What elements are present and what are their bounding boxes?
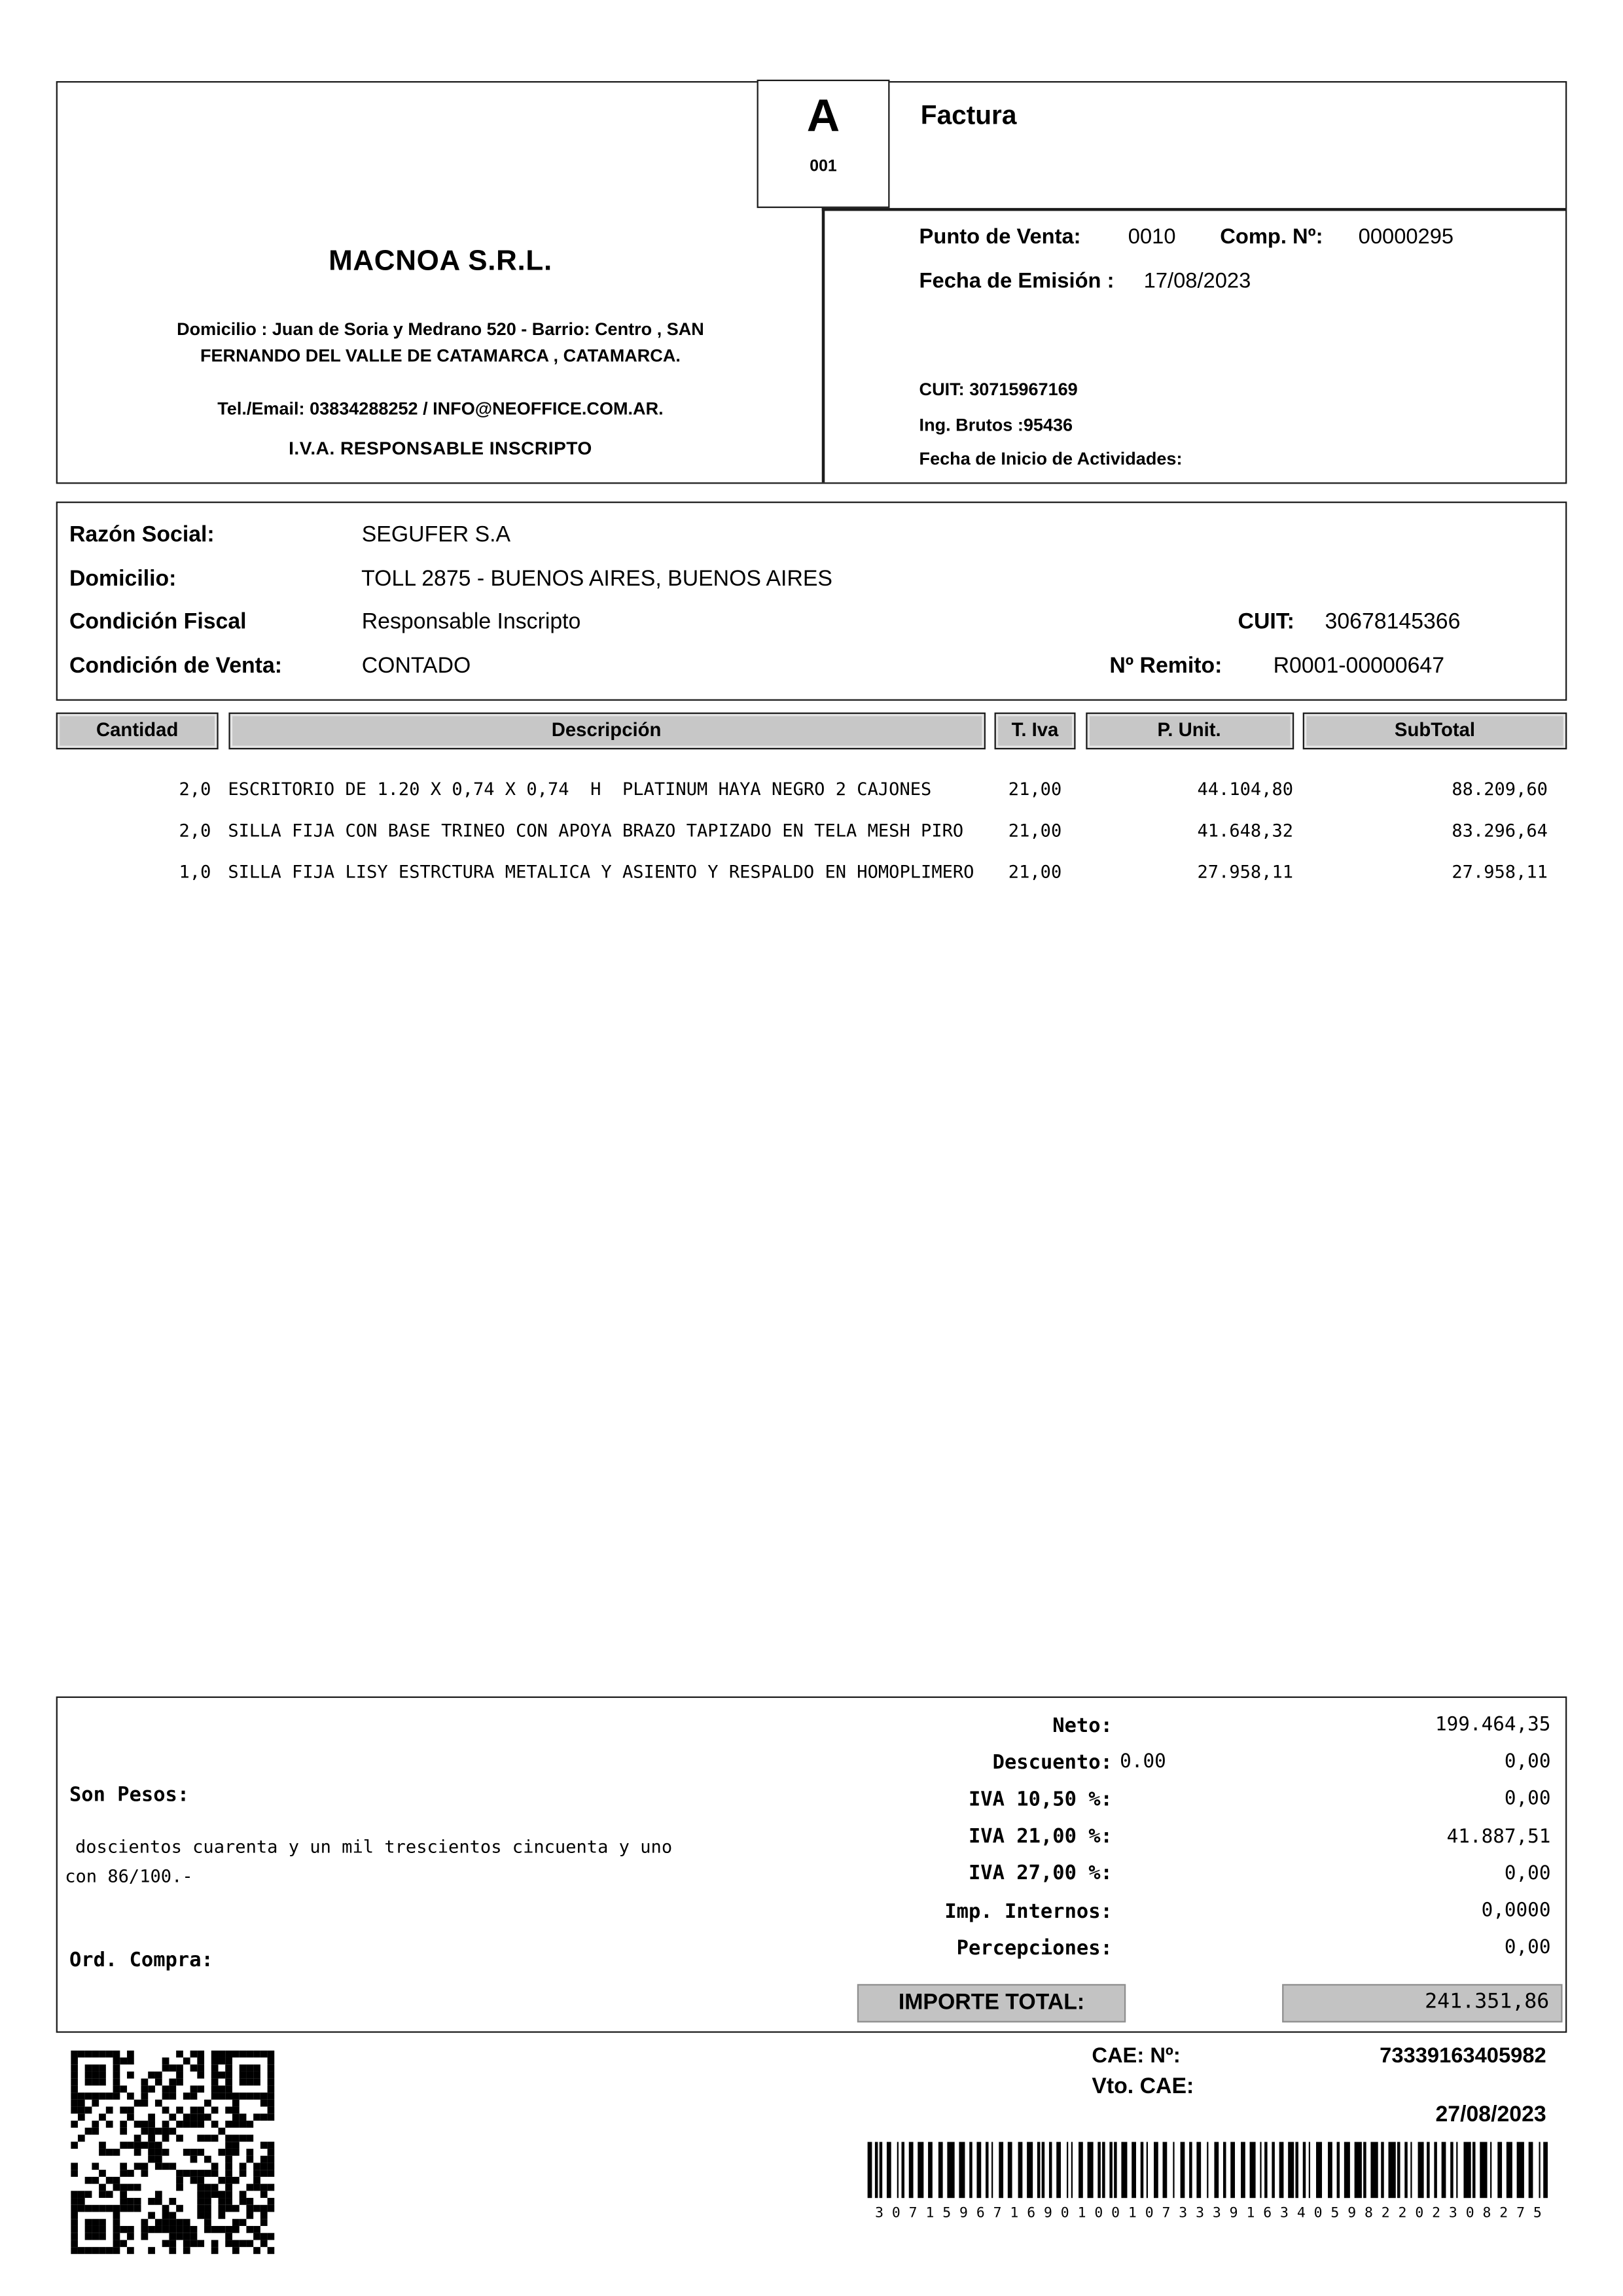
company-address	[58, 317, 823, 369]
razon-social-row	[69, 514, 1554, 557]
invoice-header	[56, 81, 1567, 484]
total-row	[795, 1818, 1554, 1856]
domicilio-row	[69, 557, 1554, 601]
items-table-body	[56, 769, 1567, 892]
item-p-unit: 41.648,32	[1197, 820, 1294, 841]
cae-block	[1092, 2045, 1546, 2127]
remito-label: Nº Remito:	[1109, 652, 1222, 678]
company-block	[58, 82, 823, 459]
item-descripcion: SILLA FIJA CON BASE TRINEO CON APOYA BRAZO TAPIZADO EN TELA MESH PIRO	[228, 820, 964, 841]
total-row	[795, 1892, 1554, 1930]
qr-code-icon	[71, 2051, 274, 2254]
cae-value: 73339163405982	[1380, 2044, 1546, 2068]
total-row-value: 0,00	[1504, 1937, 1551, 1960]
total-row-label: IVA 27,00 %:	[968, 1862, 1113, 1886]
condicion-venta-row	[69, 644, 1554, 688]
header-t-iva: T. Iva	[995, 713, 1076, 749]
header-descripcion: Descripción	[228, 713, 985, 749]
company-name: MACNOA S.R.L.	[329, 245, 552, 277]
condicion-fiscal-value: Responsable Inscripto	[361, 609, 581, 635]
header-horizontal-divider	[822, 208, 1565, 211]
total-row-value: 199.464,35	[1435, 1714, 1551, 1737]
fecha-emision-label: Fecha de Emisión :	[919, 270, 1115, 294]
total-row-label: Neto:	[1052, 1713, 1113, 1737]
emission-block	[825, 211, 1565, 482]
item-row	[56, 851, 1567, 892]
comp-nro-value: 00000295	[1358, 225, 1454, 250]
total-row-label: IVA 21,00 %:	[968, 1825, 1113, 1849]
item-p-unit: 27.958,11	[1197, 861, 1294, 883]
inicio-actividades-label: Fecha de Inicio de Actividades:	[919, 448, 1183, 469]
punto-venta-row	[825, 226, 1565, 255]
total-row-label: IVA 10,50 %:	[968, 1788, 1113, 1812]
domicilio-label: Domicilio:	[69, 565, 177, 591]
item-row	[56, 769, 1567, 810]
item-row	[56, 810, 1567, 851]
punto-venta-label: Punto de Venta:	[919, 225, 1081, 250]
totals-box	[56, 1697, 1567, 2033]
cae-label: CAE: Nº:	[1092, 2044, 1181, 2068]
invoice-type-code: 001	[810, 158, 837, 177]
amount-in-words-line1: doscientos cuarenta y un mil trescientos cincuenta y uno	[75, 1836, 673, 1858]
ord-compra-label: Ord. Compra:	[69, 1949, 213, 1973]
header-cantidad: Cantidad	[56, 713, 219, 749]
condicion-venta-value: CONTADO	[361, 652, 471, 678]
company-address-line1: Domicilio : Juan de Soria y Medrano 520 - Barrio: Centro , SAN	[177, 318, 704, 340]
total-row-value: 41.887,51	[1446, 1826, 1551, 1848]
vto-cae-value: 27/08/2023	[1435, 2102, 1546, 2127]
comp-nro-label: Comp. Nº:	[1220, 225, 1323, 250]
total-row	[795, 1706, 1554, 1744]
cae-row	[1092, 2045, 1546, 2068]
company-address-line2: FERNANDO DEL VALLE DE CATAMARCA , CATAMARCA.	[200, 344, 681, 365]
importe-total-value: 241.351,86	[1282, 1984, 1562, 2022]
total-row	[795, 1744, 1554, 1781]
total-row-value: 0,00	[1504, 1863, 1551, 1885]
barcode-digits: 3 0 7 1 5 9 6 7 1 6 9 0 1 0 0 1 0 7 3 3 3 9 1 6 3 4 0 5 9 8 2 2 0 2 3 0 8 2 7 5	[875, 2205, 1542, 2222]
company-tax-block	[919, 373, 1183, 477]
company-cuit: CUIT: 30715967169	[919, 379, 1078, 400]
item-t-iva: 21,00	[1008, 779, 1062, 800]
punto-venta-value: 0010	[1128, 225, 1176, 250]
razon-social-value: SEGUFER S.A	[361, 522, 511, 548]
vto-cae-label: Vto. CAE:	[1092, 2074, 1194, 2100]
fecha-emision-row	[825, 270, 1565, 300]
total-row-label: Percepciones:	[956, 1936, 1113, 1960]
company-contact: Tel./Email: 03834288252 / INFO@NEOFFICE.COM.AR.	[217, 398, 664, 419]
total-row-label: Descuento:	[992, 1750, 1113, 1775]
company-iva-condition: I.V.A. RESPONSABLE INSCRIPTO	[289, 438, 592, 459]
item-subtotal: 83.296,64	[1452, 820, 1548, 841]
remito-value: R0001-00000647	[1273, 652, 1445, 678]
item-descripcion: ESCRITORIO DE 1.20 X 0,74 X 0,74 H PLATINUM HAYA NEGRO 2 CAJONES	[228, 779, 932, 800]
client-cuit-label: CUIT:	[1238, 609, 1294, 635]
item-subtotal: 27.958,11	[1452, 861, 1548, 883]
item-cantidad: 2,0	[179, 820, 211, 841]
item-descripcion: SILLA FIJA LISY ESTRCTURA METALICA Y ASIENTO Y RESPALDO EN HOMOPLIMERO	[228, 861, 974, 883]
company-ing-brutos: Ing. Brutos :95436	[919, 414, 1073, 434]
header-vertical-divider	[822, 208, 825, 482]
total-row	[795, 1930, 1554, 1967]
item-cantidad: 2,0	[179, 779, 211, 800]
header-p-unit: P. Unit.	[1085, 713, 1293, 749]
total-row-value: 0,00	[1504, 1788, 1551, 1811]
condicion-venta-label: Condición de Venta:	[69, 652, 283, 678]
total-row-value: 0,0000	[1481, 1899, 1551, 1922]
domicilio-value: TOLL 2875 - BUENOS AIRES, BUENOS AIRES	[361, 565, 832, 591]
item-cantidad: 1,0	[179, 861, 211, 883]
invoice-type-letter: A	[806, 90, 840, 143]
totals-rows	[795, 1706, 1554, 1966]
son-pesos-label: Son Pesos:	[69, 1783, 190, 1807]
importe-total-label: IMPORTE TOTAL:	[857, 1984, 1126, 2022]
amount-in-words-line2: con 86/100.-	[65, 1865, 193, 1887]
total-row-label: Imp. Internos:	[944, 1899, 1113, 1923]
item-t-iva: 21,00	[1008, 820, 1062, 841]
item-subtotal: 88.209,60	[1452, 779, 1548, 800]
invoice-type-box	[757, 80, 890, 209]
barcode-icon	[868, 2142, 1550, 2199]
total-row	[795, 1856, 1554, 1893]
vto-cae-row	[1092, 2074, 1546, 2127]
total-row	[795, 1781, 1554, 1818]
item-t-iva: 21,00	[1008, 861, 1062, 883]
razon-social-label: Razón Social:	[69, 522, 215, 548]
condicion-fiscal-row	[69, 601, 1554, 645]
total-row-extra: 0.00	[1120, 1751, 1166, 1774]
items-table-header	[56, 713, 1567, 749]
client-cuit-value: 30678145366	[1325, 609, 1461, 635]
total-row-value: 0,00	[1504, 1751, 1551, 1774]
client-info	[56, 502, 1567, 701]
document-title: Factura	[920, 100, 1017, 130]
condicion-fiscal-label: Condición Fiscal	[69, 609, 247, 635]
header-subtotal: SubTotal	[1303, 713, 1567, 749]
fecha-emision-value: 17/08/2023	[1143, 270, 1251, 294]
item-p-unit: 44.104,80	[1197, 779, 1294, 800]
